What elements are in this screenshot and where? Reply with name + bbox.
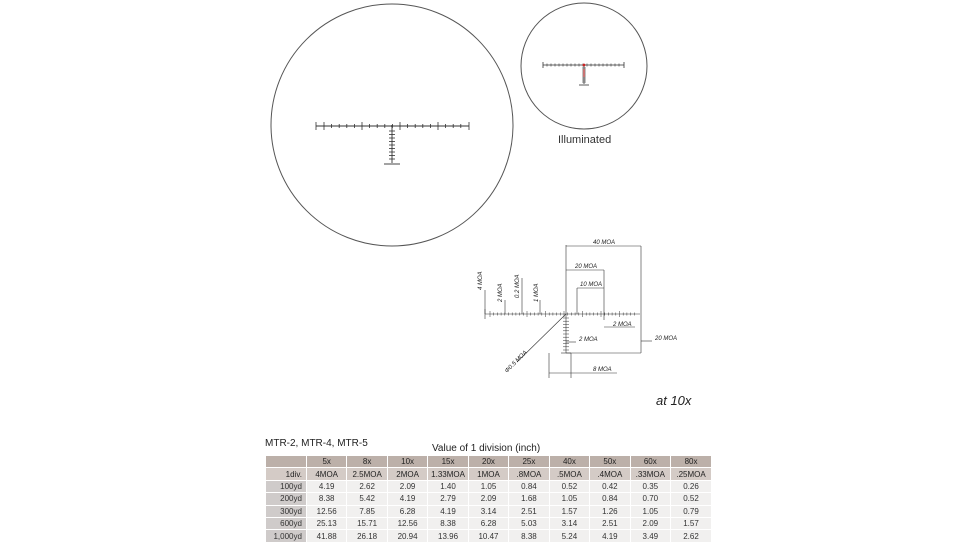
table-cell: 7.85 — [347, 505, 387, 517]
dimension-diagram-ticks — [490, 311, 634, 350]
table-cell: .4MOA — [590, 468, 630, 480]
table-cell: 0.52 — [671, 493, 711, 505]
table-cell: .8MOA — [509, 468, 549, 480]
table-cell: 1.40 — [428, 480, 468, 492]
table-cell: 0.52 — [549, 480, 589, 492]
dim-2moa-lower: 2 MOA — [579, 337, 598, 343]
table-cell: .33MOA — [630, 468, 670, 480]
row-label: 300yd — [266, 505, 306, 517]
table-cell: 26.18 — [347, 530, 387, 542]
row-label: 1,000yd — [266, 530, 306, 542]
table-cell: 1.57 — [549, 505, 589, 517]
dim-4moa: 4 MOA — [478, 271, 484, 290]
table-cell: 2.09 — [468, 493, 508, 505]
table-cell: 80x — [671, 456, 711, 468]
table-cell: .25MOA — [671, 468, 711, 480]
table-cell: 1.05 — [549, 493, 589, 505]
table-cell: 0.26 — [671, 480, 711, 492]
table-cell: 10x — [387, 456, 427, 468]
table-cell: 0.35 — [630, 480, 670, 492]
table-cell: 8.38 — [428, 517, 468, 529]
table-cell: 0.84 — [590, 493, 630, 505]
table-cell: 2.51 — [590, 517, 630, 529]
table-cell: 15x — [428, 456, 468, 468]
table-cell: 0.79 — [671, 505, 711, 517]
dim-20moa-right: 20 MOA — [655, 336, 678, 342]
reticle-dimension-diagram — [485, 245, 652, 378]
large-reticle-crosshair — [316, 122, 469, 164]
table-cell: 2.51 — [509, 505, 549, 517]
table-row — [266, 530, 711, 542]
table-row — [266, 517, 711, 529]
table-cell: 12.56 — [306, 505, 346, 517]
table-cell: 2.62 — [347, 480, 387, 492]
table-header-row — [266, 456, 711, 468]
table-cell: 20.94 — [387, 530, 427, 542]
dim-8moa: 8 MOA — [593, 367, 612, 373]
table-cell: 2.79 — [428, 493, 468, 505]
table-cell: 0.84 — [509, 480, 549, 492]
dim-2moa-left: 2 MOA — [498, 283, 504, 302]
table-cell: 50x — [590, 456, 630, 468]
dim-phi-0-5moa: Φ0.5 MOA — [504, 349, 529, 375]
dim-2moa-right: 2 MOA — [613, 322, 632, 328]
table-cell: 8.38 — [509, 530, 549, 542]
division-value-table — [266, 456, 711, 542]
table-cell: 2.5MOA — [347, 468, 387, 480]
dim-0-2moa: 0.2 MOA — [515, 274, 521, 298]
table-cell: 13.96 — [428, 530, 468, 542]
table-cell: 10.47 — [468, 530, 508, 542]
table-cell: 4.19 — [590, 530, 630, 542]
dim-20moa-top: 20 MOA — [575, 264, 598, 270]
row-label: 600yd — [266, 517, 306, 529]
table-cell: 4.19 — [306, 480, 346, 492]
table-subheader-row — [266, 468, 711, 480]
table-cell: 0.42 — [590, 480, 630, 492]
table-cell: 2.09 — [387, 480, 427, 492]
illuminated-reticle-crosshair — [543, 62, 624, 85]
table-cell: 0.70 — [630, 493, 670, 505]
table-cell: 1.68 — [509, 493, 549, 505]
table-cell: 25x — [509, 456, 549, 468]
table-cell: 5.03 — [509, 517, 549, 529]
table-title: Value of 1 division (inch) — [432, 443, 541, 454]
table-cell: 1.26 — [590, 505, 630, 517]
table-cell: 1.33MOA — [428, 468, 468, 480]
table-cell: 6.28 — [387, 505, 427, 517]
reticle-center-dot — [391, 125, 393, 127]
table-cell: 5.24 — [549, 530, 589, 542]
table-cell: 15.71 — [347, 517, 387, 529]
table-row — [266, 505, 711, 517]
table-cell: 1MOA — [468, 468, 508, 480]
table-row — [266, 493, 711, 505]
table-cell: 2.09 — [630, 517, 670, 529]
dim-10moa: 10 MOA — [580, 282, 603, 288]
illuminated-label: Illuminated — [558, 134, 612, 146]
table-cell: 5x — [306, 456, 346, 468]
table-cell: 4.19 — [428, 505, 468, 517]
table-cell: 5.42 — [347, 493, 387, 505]
table-cell: 3.14 — [468, 505, 508, 517]
table-cell: 25.13 — [306, 517, 346, 529]
table-cell: 1.05 — [630, 505, 670, 517]
row-label: 1div. — [266, 468, 306, 480]
table-cell: 1.57 — [671, 517, 711, 529]
table-cell: 8.38 — [306, 493, 346, 505]
illuminated-center-dot — [583, 64, 586, 67]
table-cell: 3.14 — [549, 517, 589, 529]
table-cell: 1.05 — [468, 480, 508, 492]
table-cell: 2.62 — [671, 530, 711, 542]
table-cell: 8x — [347, 456, 387, 468]
table-cell: 40x — [549, 456, 589, 468]
table-cell: 4MOA — [306, 468, 346, 480]
table-cell: 60x — [630, 456, 670, 468]
table-cell: 6.28 — [468, 517, 508, 529]
row-label: 100yd — [266, 480, 306, 492]
dim-40moa: 40 MOA — [593, 240, 616, 246]
table-cell: 20x — [468, 456, 508, 468]
table-cell: 41.88 — [306, 530, 346, 542]
row-label — [266, 456, 306, 468]
table-row — [266, 480, 711, 492]
table-cell: 12.56 — [387, 517, 427, 529]
magnification-label: at 10x — [656, 393, 692, 408]
table-cell: 2MOA — [387, 468, 427, 480]
table-cell: 4.19 — [387, 493, 427, 505]
table-cell: 3.49 — [630, 530, 670, 542]
table-cell: .5MOA — [549, 468, 589, 480]
models-label: MTR-2, MTR-4, MTR-5 — [265, 438, 368, 449]
row-label: 200yd — [266, 493, 306, 505]
dim-1moa: 1 MOA — [534, 283, 540, 302]
